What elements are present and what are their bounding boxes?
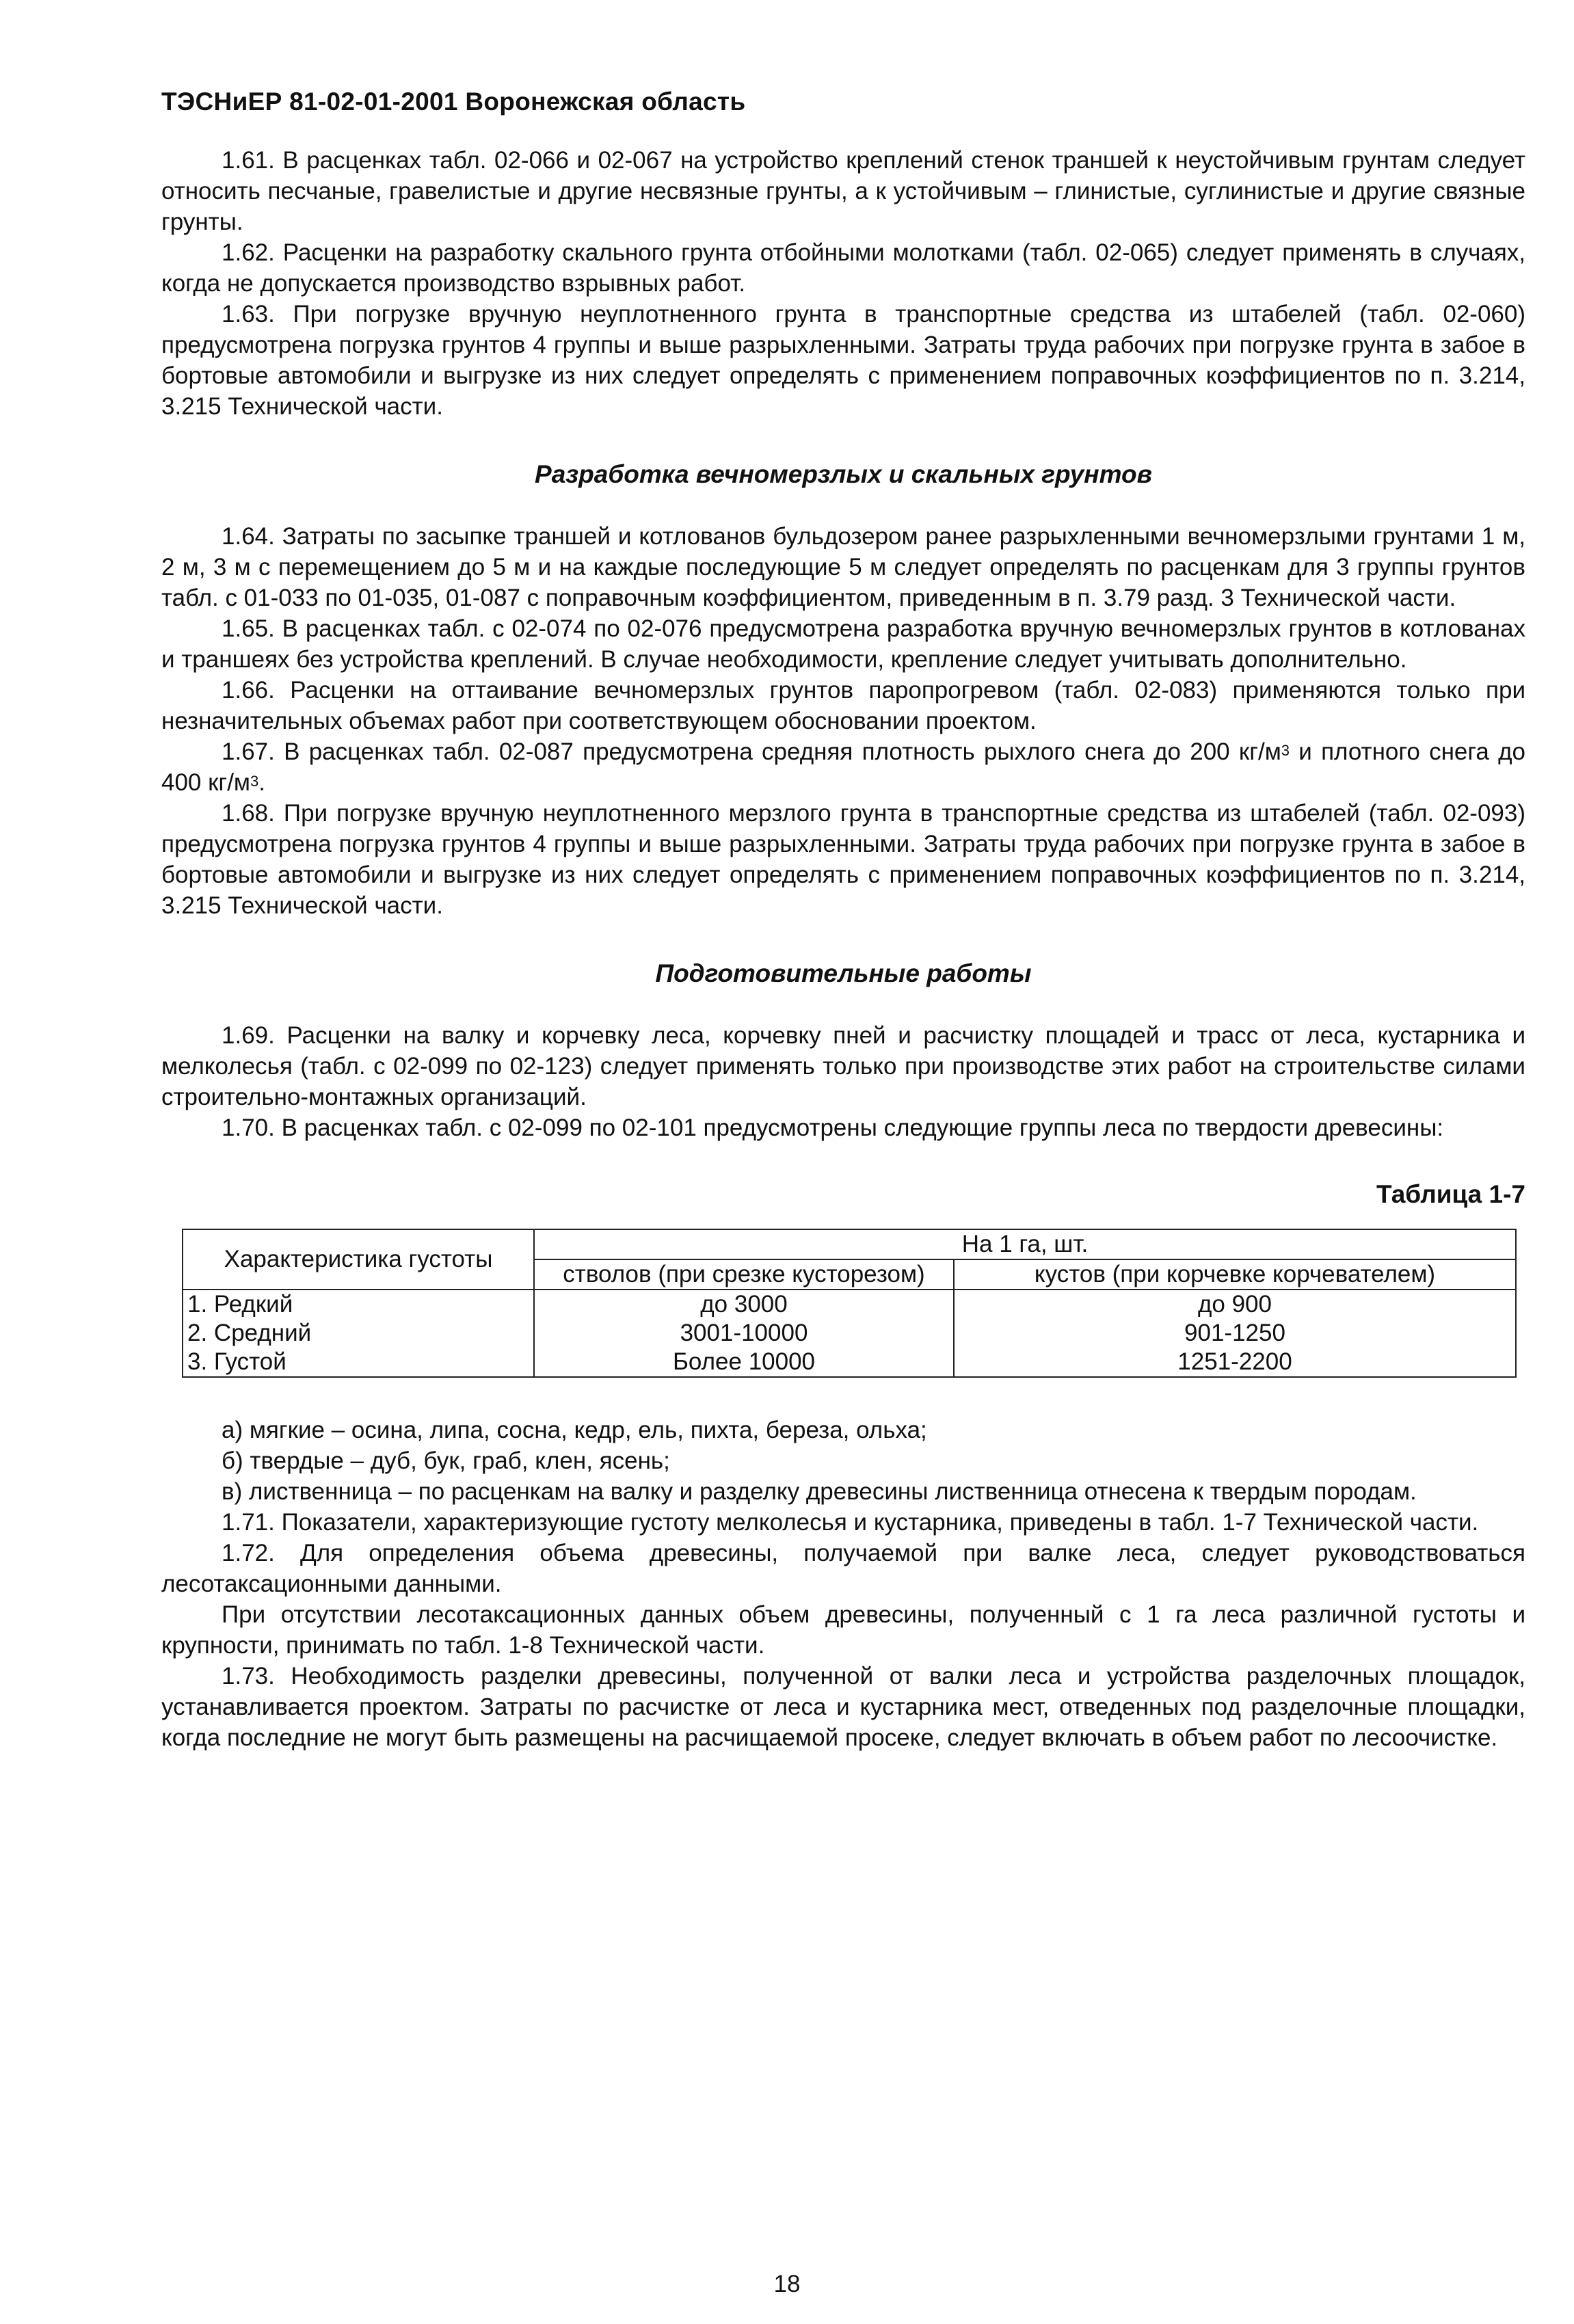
list-item-hard-wood: б) твердые – дуб, бук, граб, клен, ясень; bbox=[222, 1447, 670, 1474]
table-header-bushes: кустов (при корчевке корчевателем) bbox=[954, 1259, 1516, 1290]
paragraph-1-65: 1.65. В расценках табл. с 02-074 по 02-076 предусмотрена разработка вручную вечномерзлых грунтов в котлованах и траншеях без устройства креплений. В случае необходимости, крепление следует учитывать дополнительно. bbox=[161, 615, 1525, 673]
paragraph-1-67-text-c: . bbox=[258, 769, 265, 796]
density-table bbox=[182, 1229, 1517, 1378]
paragraph-1-72: 1.72. Для определения объема древесины, получаемой при валке леса, следует руководствоваться лесотаксационными данными. bbox=[161, 1540, 1525, 1597]
table-header-density: Характеристика густоты bbox=[183, 1229, 534, 1290]
superscript-cube-1: 3 bbox=[1281, 742, 1290, 759]
table-cell-density: 2. Средний bbox=[183, 1319, 534, 1348]
section-title-preparatory-works: Подготовительные работы bbox=[655, 959, 1032, 987]
table-cell-bushes: до 900 bbox=[954, 1290, 1516, 1319]
table-cell-bushes: 1251-2200 bbox=[954, 1348, 1516, 1377]
table-row bbox=[183, 1319, 1516, 1348]
list-item-soft-wood: а) мягкие – осина, липа, сосна, кедр, ель, пихта, береза, ольха; bbox=[222, 1417, 927, 1443]
superscript-cube-2: 3 bbox=[250, 773, 259, 790]
document-header: ТЭСНиЕР 81-02-01-2001 Воронежская область bbox=[161, 88, 746, 116]
paragraph-1-67 bbox=[161, 736, 1525, 798]
paragraph-1-71: 1.71. Показатели, характеризующие густоту мелколесья и кустарника, приведены в табл. 1-7 Технической части. bbox=[222, 1509, 1479, 1536]
table-title: Таблица 1-7 bbox=[1376, 1180, 1525, 1208]
paragraph-1-69: 1.69. Расценки на валку и корчевку леса, корчевку пней и расчистку площадей и трасс от леса, кустарника и мелколесья (табл. с 02-099 по 02-123) следует применять только при производстве этих работ на строительстве силами строительно-монтажных организаций. bbox=[161, 1022, 1525, 1110]
paragraph-1-73: 1.73. Необходимость разделки древесины, полученной от валки леса и устройства разделочных площадок, устанавливается проектом. Затраты по расчистке от леса и кустарника мест, отведенных под разделочные площадки, когда последние не могут быть размещены на расчищаемой просеке, следует включать в объем работ по лесоочистке. bbox=[161, 1663, 1525, 1751]
table-cell-bushes: 901-1250 bbox=[954, 1319, 1516, 1348]
paragraph-1-64: 1.64. Затраты по засыпке траншей и котлованов бульдозером ранее разрыхленными вечномерзлыми грунтами 1 м, 2 м, 3 м с перемещением до 5 м и на каждые последующие 5 м следует определять по расценкам для 3 группы грунтов табл. с 01-033 по 01-035, 01-087 с поправочным коэффициентом, приведенным в п. 3.79 разд. 3 Технической части. bbox=[161, 523, 1525, 611]
table-cell-stems: Более 10000 bbox=[534, 1348, 954, 1377]
list-item-larch: в) лиственница – по расценкам на валку и разделку древесины лиственница отнесена к твердым породам. bbox=[222, 1478, 1417, 1505]
table-cell-density: 1. Редкий bbox=[183, 1290, 534, 1319]
table-cell-density: 3. Густой bbox=[183, 1348, 534, 1377]
table-cell-stems: до 3000 bbox=[534, 1290, 954, 1319]
paragraph-1-61: 1.61. В расценках табл. 02-066 и 02-067 на устройство креплений стенок траншей к неустойчивым грунтам следует относить песчаные, гравелистые и другие несвязные грунты, а к устойчивым – глинистые, суглинистые и другие связные грунты. bbox=[161, 147, 1525, 235]
document-body bbox=[161, 145, 1525, 1753]
paragraph-1-68: 1.68. При погрузке вручную неуплотненного мерзлого грунта в транспортные средства из штабелей (табл. 02-093) предусмотрена погрузка грунтов 4 группы и выше разрыхленными. Затраты труда рабочих при погрузке грунта в забое в бортовые автомобили и выгрузке из них следует определять с применением поправочных коэффициентов по п. 3.214, 3.215 Технической части. bbox=[161, 800, 1525, 919]
post-table-text bbox=[161, 1415, 1525, 1753]
paragraph-1-70: 1.70. В расценках табл. с 02-099 по 02-101 предусмотрены следующие группы леса по твердости древесины: bbox=[222, 1114, 1444, 1141]
table-row bbox=[183, 1348, 1516, 1377]
section-title-permafrost: Разработка вечномерзлых и скальных грунтов bbox=[535, 460, 1152, 488]
paragraph-1-67-text-a: 1.67. В расценках табл. 02-087 предусмотрена средняя плотность рыхлого снега до 200 кг/м bbox=[222, 738, 1281, 765]
table-header-stems: стволов (при срезке кусторезом) bbox=[534, 1259, 954, 1290]
table-row bbox=[183, 1290, 1516, 1319]
paragraph-1-63: 1.63. При погрузке вручную неуплотненного грунта в транспортные средства из штабелей (табл. 02-060) предусмотрена погрузка грунтов 4 группы и выше разрыхленными. Затраты труда рабочих при погрузке грунта в забое в бортовые автомобили и выгрузке из них следует определять с применением поправочных коэффициентов по п. 3.214, 3.215 Технической части. bbox=[161, 301, 1525, 420]
paragraph-1-66: 1.66. Расценки на оттаивание вечномерзлых грунтов паропрогревом (табл. 02-083) применяются только при незначительных объемах работ при соответствующем обосновании проектом. bbox=[161, 677, 1525, 734]
table-header-per-hectare: На 1 га, шт. bbox=[534, 1229, 1516, 1259]
page-number: 18 bbox=[773, 2271, 801, 2297]
paragraph-1-67-text-b: и плотного снега до 400 кг/м bbox=[161, 738, 1526, 796]
table-cell-stems: 3001-10000 bbox=[534, 1319, 954, 1348]
paragraph-no-data: При отсутствии лесотаксационных данных объем древесины, полученный с 1 га леса различной густоты и крупности, принимать по табл. 1-8 Технической части. bbox=[161, 1601, 1525, 1659]
paragraph-1-62: 1.62. Расценки на разработку скального грунта отбойными молотками (табл. 02-065) следует применять в случаях, когда не допускается производство взрывных работ. bbox=[161, 239, 1525, 297]
